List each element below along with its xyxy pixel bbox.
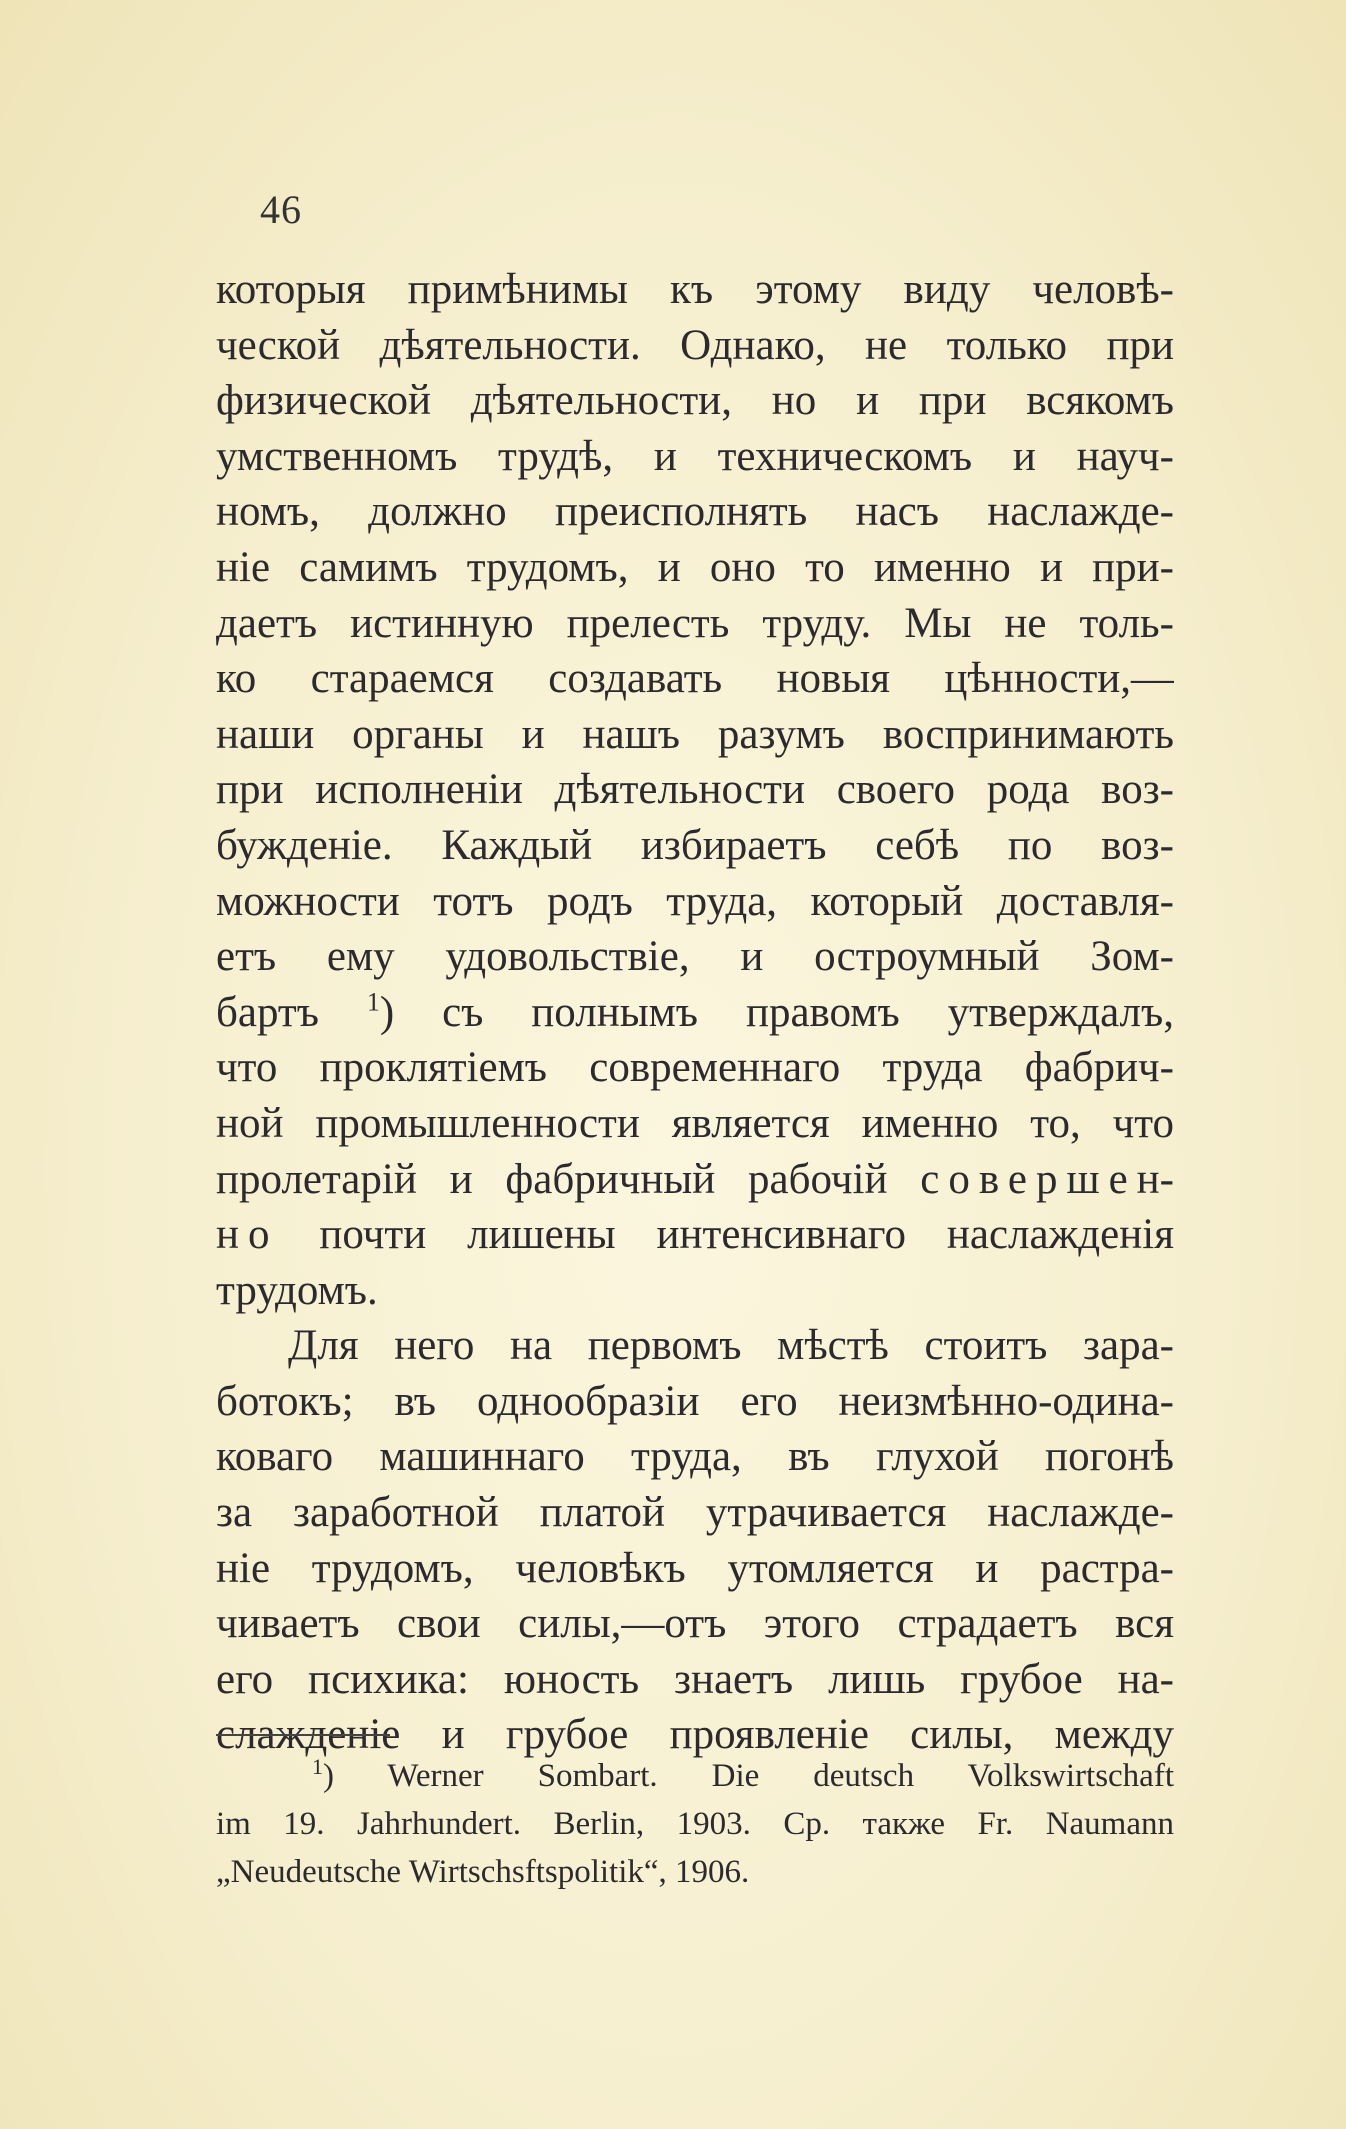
- text-fragment: почти лишены интенсивнаго наслажденія: [319, 1211, 1174, 1259]
- text-line: ніе самимъ трудомъ, и оно то именно и при-: [216, 543, 1174, 591]
- text-line: умственномъ трудѣ, и техническомъ и науч-: [216, 432, 1174, 480]
- text-fragment: бартъ: [216, 988, 319, 1036]
- text-line: за заработной платой утрачивается наслажде-: [216, 1489, 1174, 1537]
- text-fragment: пролетарій и фабричный рабочій: [216, 1155, 888, 1203]
- text-line: ботокъ; въ однообразіи его неизмѣнно-одина-: [216, 1377, 1174, 1425]
- text-line: етъ ему удовольствіе, и остроумный Зом-: [216, 933, 1174, 981]
- text-line: трудомъ.: [216, 1266, 378, 1314]
- footnote-mark: 1: [312, 1754, 323, 1779]
- text-line: при исполненіи дѣятельности своего рода воз-: [216, 766, 1174, 814]
- text-line: чиваетъ свои силы,—отъ этого страдаетъ вся: [216, 1600, 1174, 1648]
- main-text: [216, 262, 1174, 1763]
- footnote-text: ) Werner Sombart. Die deutsch Volkswirtschaft: [323, 1758, 1174, 1794]
- text-line: бужденіе. Каждый избираетъ себѣ по воз-: [216, 821, 1174, 869]
- paragraph-start: Для него на первомъ мѣстѣ стоитъ зара-: [288, 1322, 1174, 1370]
- text-line: которыя примѣнимы къ этому виду человѣ-: [216, 266, 1174, 313]
- footnote-line: im 19. Jahrhundert. Berlin, 1903. Ср. также Fr. Naumann: [216, 1806, 1174, 1842]
- page-number: 46: [260, 187, 302, 232]
- footnote-line: „Neudeutsche Wirtschsftspolitik“, 1906.: [216, 1854, 750, 1890]
- text-line-emphasis: [216, 1207, 1174, 1263]
- text-line: слажденіе и грубое проявленіе силы, между: [216, 1711, 1174, 1759]
- text-line-with-footnote: [216, 985, 1174, 1041]
- footnote-line: [216, 1752, 1174, 1800]
- text-line: даетъ истинную прелесть труду. Мы не толь-: [216, 599, 1174, 647]
- text-fragment: н-: [1136, 1155, 1174, 1203]
- text-line: ной промышленности является именно то, что: [216, 1099, 1174, 1147]
- text-line: ніе трудомъ, человѣкъ утомляется и растра-: [216, 1544, 1174, 1592]
- footnote-divider: [216, 1734, 390, 1736]
- emphasized-word: соверше: [920, 1155, 1137, 1203]
- emphasized-word: но: [216, 1211, 279, 1259]
- footnote-reference: 1: [366, 987, 380, 1017]
- text-line: номъ, должно преисполнять насъ наслажде-: [216, 488, 1174, 536]
- text-line: наши органы и нашъ разумъ воспринимають: [216, 710, 1174, 758]
- text-line: можности тотъ родъ труда, который доставля-: [216, 877, 1174, 925]
- text-line: физической дѣятельности, но и при всякомъ: [216, 377, 1174, 425]
- text-line: коваго машиннаго труда, въ глухой погонѣ: [216, 1433, 1174, 1481]
- footnote: [216, 1752, 1174, 1896]
- text-line: ческой дѣятельности. Однако, не только при: [216, 321, 1174, 369]
- text-line: ко стараемся создавать новыя цѣнности,—: [216, 655, 1174, 703]
- text-line: его психика: юность знаетъ лишь грубое на-: [216, 1655, 1174, 1703]
- text-fragment: ) съ полнымъ правомъ утверждалъ,: [379, 988, 1174, 1036]
- text-line-emphasis: [216, 1152, 1174, 1208]
- text-line: что проклятіемъ современнаго труда фабрич-: [216, 1044, 1174, 1092]
